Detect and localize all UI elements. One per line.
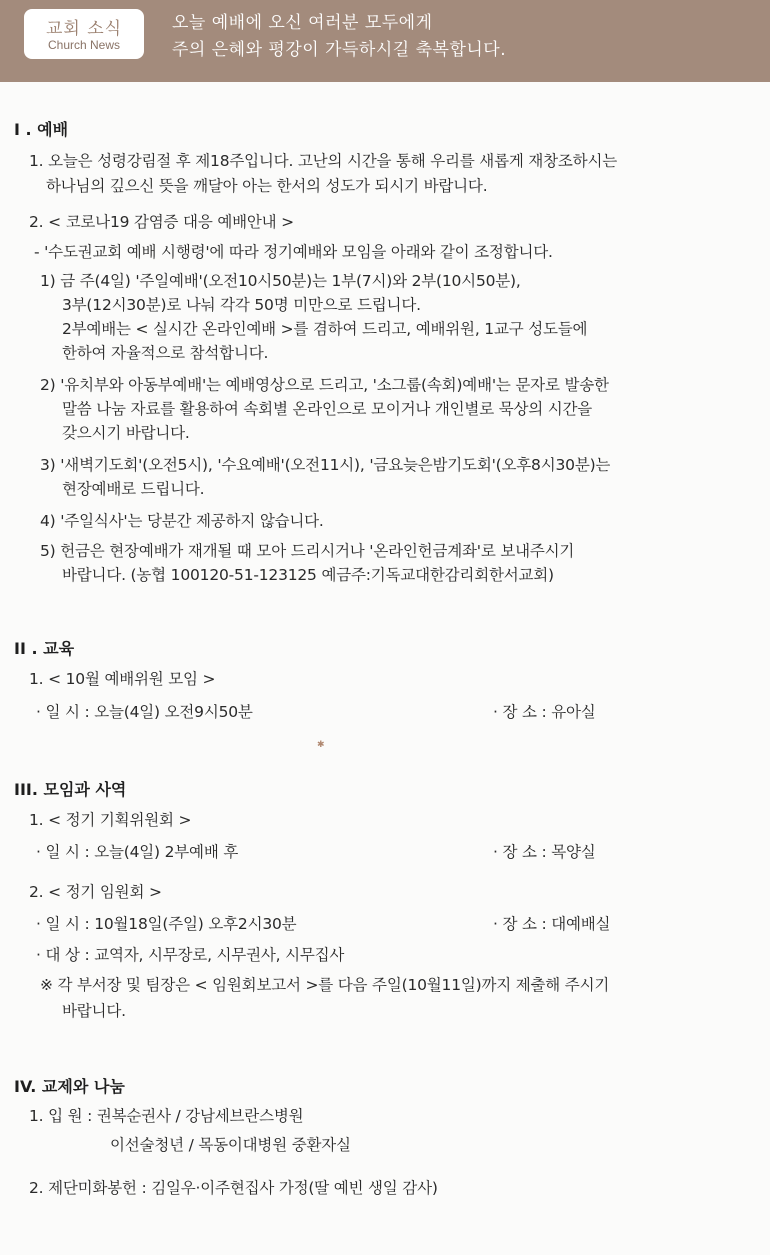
section-heading-education: II . 교육 bbox=[14, 639, 75, 658]
meetings-item-2-note-line-1: ※ 각 부서장 및 팀장은 < 임원회보고서 >를 다음 주일(10월11일)까지 제출해 주시기 bbox=[40, 976, 610, 994]
section-heading-meetings: III. 모임과 사역 bbox=[14, 780, 127, 799]
worship-sub-2-line-2: 말씀 나눔 자료를 활용하여 속회별 온라인으로 모이거나 개인별로 묵상의 시간을 bbox=[62, 400, 593, 418]
worship-item-2-title: 2. < 코로나19 감염증 대응 예배안내 > bbox=[29, 213, 294, 231]
fellowship-item-1-line-2: 이선술청년 / 목동이대병원 중환자실 bbox=[110, 1136, 351, 1154]
worship-sub-2-line-3: 갖으시기 바랍니다. bbox=[62, 424, 190, 442]
worship-sub-4-line-1: 4) '주일식사'는 당분간 제공하지 않습니다. bbox=[40, 512, 324, 530]
meetings-item-1-title: 1. < 정기 기획위원회 > bbox=[29, 811, 192, 829]
meetings-item-2-note-line-2: 바랍니다. bbox=[62, 1002, 126, 1020]
worship-sub-1-line-4: 한하여 자율적으로 참석합니다. bbox=[62, 344, 269, 362]
worship-sub-1-line-1: 1) 금 주(4일) '주일예배'(오전10시50분)는 1부(7시)와 2부(10시50분), bbox=[40, 272, 521, 290]
worship-item-1-line-2: 하나님의 깊으신 뜻을 깨달아 아는 한서의 성도가 되시기 바랍니다. bbox=[46, 177, 488, 195]
badge-subtitle: Church News bbox=[47, 38, 121, 52]
meetings-item-2-title: 2. < 정기 임원회 > bbox=[29, 883, 162, 901]
worship-sub-1-line-3: 2부예배는 < 실시간 온라인예배 >를 겸하여 드리고, 예배위원, 1교구 성도들에 bbox=[62, 320, 588, 338]
worship-sub-2-line-1: 2) '유치부와 아동부예배'는 예배영상으로 드리고, '소그룹(속회)예배'는 문자로 발송한 bbox=[40, 376, 609, 394]
worship-item-1-line-1: 1. 오늘은 성령강림절 후 제18주입니다. 고난의 시간을 통해 우리를 새롭게 재창조하시는 bbox=[29, 152, 617, 170]
meetings-item-2-date: · 일 시 : 10월18일(주일) 오후2시30분 bbox=[36, 915, 297, 933]
education-item-1-title: 1. < 10월 예배위원 모임 > bbox=[29, 670, 216, 688]
education-item-1-place: · 장 소 : 유아실 bbox=[493, 703, 596, 721]
meetings-item-2-place: · 장 소 : 대예배실 bbox=[493, 915, 611, 933]
worship-sub-3-line-2: 현장예배로 드립니다. bbox=[62, 480, 205, 498]
meetings-item-1-place: · 장 소 : 목양실 bbox=[493, 843, 596, 861]
worship-sub-5-line-2: 바랍니다. (농협 100120-51-123125 예금주:기독교대한감리회한서교회) bbox=[62, 566, 554, 584]
worship-sub-5-line-1: 5) 헌금은 현장예배가 재개될 때 모아 드리시거나 '온라인헌금계좌'로 보내주시기 bbox=[40, 542, 575, 560]
section-heading-worship: I . 예배 bbox=[14, 120, 69, 139]
badge-title: 교회 소식 bbox=[45, 19, 123, 39]
worship-sub-3-line-1: 3) '새벽기도회'(오전5시), '수요예배'(오전11시), '금요늦은밤기도회'(오후8시30분)는 bbox=[40, 456, 611, 474]
church-news-badge bbox=[24, 9, 144, 59]
greeting-line-2: 주의 은혜와 평강이 가득하시길 축복합니다. bbox=[172, 40, 507, 60]
education-item-1-date: · 일 시 : 오늘(4일) 오전9시50분 bbox=[36, 703, 253, 721]
header-banner bbox=[0, 0, 770, 82]
decorative-star-icon: ✱ bbox=[317, 740, 325, 750]
meetings-item-1-date: · 일 시 : 오늘(4일) 2부예배 후 bbox=[36, 843, 239, 861]
fellowship-item-1-line-1: 1. 입 원 : 권복순권사 / 강남세브란스병원 bbox=[29, 1107, 304, 1125]
meetings-item-2-target: · 대 상 : 교역자, 시무장로, 시무권사, 시무집사 bbox=[36, 946, 345, 964]
greeting-line-1: 오늘 예배에 오신 여러분 모두에게 bbox=[172, 13, 433, 33]
section-heading-fellowship: IV. 교제와 나눔 bbox=[14, 1077, 125, 1096]
fellowship-item-2-line-1: 2. 제단미화봉헌 : 김일우·이주현집사 가정(딸 예빈 생일 감사) bbox=[29, 1179, 438, 1197]
worship-sub-1-line-2: 3부(12시30분)로 나눠 각각 50명 미만으로 드립니다. bbox=[62, 296, 421, 314]
worship-item-2-intro: - '수도권교회 예배 시행령'에 따라 정기예배와 모임을 아래와 같이 조정합니다. bbox=[34, 243, 553, 261]
